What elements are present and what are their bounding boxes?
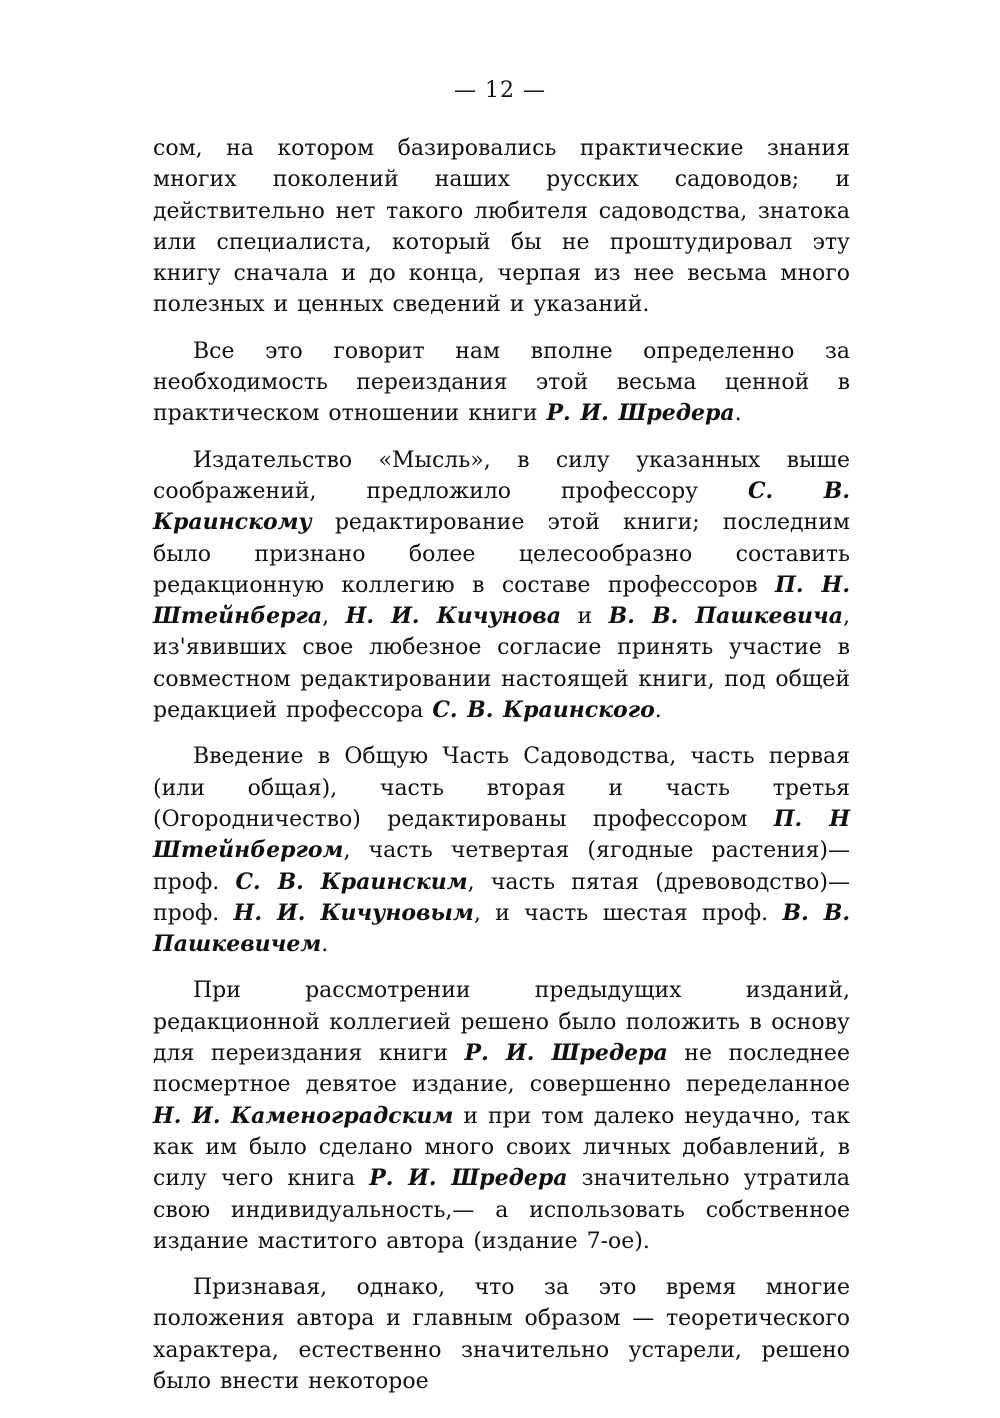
person-name: В. В. Пашкевичем (153, 899, 850, 958)
paragraph-1 (153, 133, 850, 321)
text-run: . (734, 401, 742, 427)
text-run: , и часть шестая проф. (473, 900, 783, 926)
text-run: значительно утратила свою индивидуальность,— а использовать собственное издание маститого автора (издание 7-ое). (153, 1166, 850, 1254)
text-run: Введение в Общую Часть Садоводства, часть первая (или общая), часть вторая и часть третья (Огородничество) редактированы профессором (153, 744, 850, 832)
person-name: Н. И. Кичунова (345, 603, 562, 630)
text-run: и (561, 604, 609, 630)
text-run: Признавая, однако, что за это время многие положения автора и главным образом — теоретического характера, естественно значительно устарели, решено было внести некоторое (153, 1275, 850, 1394)
person-name: Н. И. Кичуновым (233, 899, 474, 926)
text-run: При рассмотрении предыдущих изданий, редакционной коллегией решено было положить в основу для переиздания книги (153, 978, 850, 1067)
person-name: П. Н. Штейнберга (153, 571, 850, 630)
text-run: , часть пятая (древоводство)—проф. (153, 869, 850, 926)
paragraph-4 (153, 741, 850, 960)
person-name: В. В. Пашкевича (608, 603, 843, 630)
person-name: С. В. Краинским (235, 868, 468, 895)
body-text (153, 133, 850, 1397)
text-run: сом, на котором базировались практические знания многих поколений наших русских садоводов; и действительно нет такого любителя садоводства, знатока или специалиста, который бы не проштудировал эту книгу сначала и до конца, черпая из нее весьма много полезных и ценных сведений и указаний. (153, 136, 850, 318)
text-run: и при том далеко неудачно, так как им было сделано много своих личных добавлений, в силу чего книга (153, 1103, 851, 1192)
text-run: , часть четвертая (ягодные растения)—проф. (153, 838, 850, 895)
text-run: , из'явивших свое любезное согласие принять участие в совместном редактировании настоящей книги, под общей редакцией профессора (153, 604, 850, 724)
person-name: Р. И. Шредера (546, 400, 735, 427)
paragraph-2 (153, 336, 850, 430)
person-name: С. В. Краинского (432, 697, 655, 724)
text-run: , (322, 604, 346, 630)
person-name: Р. И. Шредера (464, 1040, 668, 1067)
person-name: П. Н Штейнбергом (153, 805, 850, 864)
person-name: Н. И. Каменоградским (153, 1102, 454, 1129)
text-run: . (654, 698, 662, 724)
page-number: — 12 — (454, 78, 546, 103)
text-run: . (321, 932, 329, 958)
paragraph-5 (153, 975, 850, 1257)
text-run: не последнее посмертное девятое издание, совершенно переделанное (153, 1041, 850, 1098)
text-run: Все это говорит нам вполне определенно за необходимость переиздания этой весьма ценной в практическом отношении книги (153, 338, 850, 427)
paragraph-3 (153, 445, 850, 727)
paragraph-6 (153, 1272, 850, 1397)
person-name: С. В. Краинскому (153, 477, 850, 536)
person-name: Р. И. Шредера (369, 1165, 568, 1192)
text-run: Издательство «Мысль», в силу указанных выше соображений, предложило профессору (153, 447, 850, 504)
text-run: редактирование этой книги; последним было признано более целесообразно составить редакционную коллегию в составе профессоров (153, 510, 850, 598)
